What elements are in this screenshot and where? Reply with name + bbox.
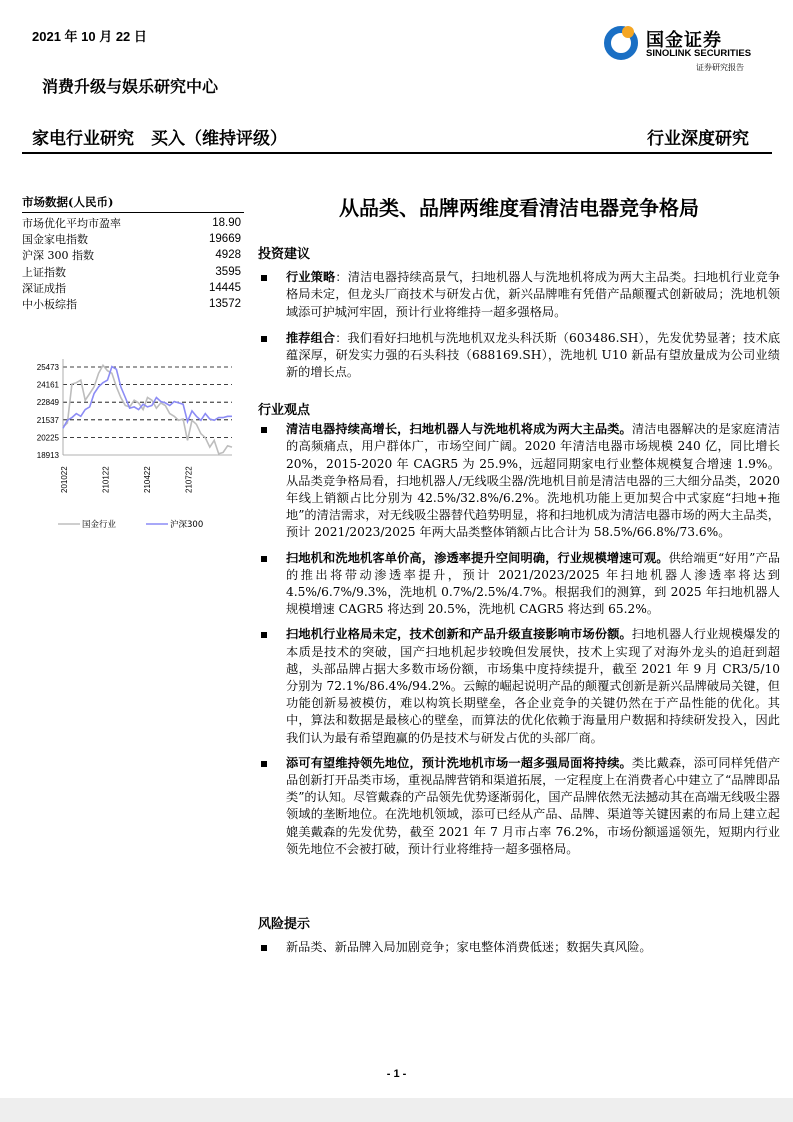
research-center: 消费升级与娱乐研究中心 — [42, 77, 219, 96]
view-heading: 行业观点 — [258, 403, 311, 418]
legend-label: 沪深300 — [170, 520, 204, 530]
bullet-lead: 扫地机和洗地机客单价高，渗透率提升空间明确，行业规模增速可观。 — [286, 550, 669, 565]
page-number: - 1 - — [386, 1068, 407, 1080]
risk-section — [258, 916, 780, 956]
bullet-text: 扫地机器人行业规模爆发的本质是技术的突破，国产扫地机起步较晚但发展快，技术上实现了对海外龙头的追赶到超越，头部品牌占据大多数市场份额，市场集中度持续提升，截至 2021 年 9 月 CR3/5/10 分别为 72.1%/86.4%/94.2%。云鲸的崛起说明产品的颠覆式创新是新兴品牌破局关键，但功能创新易被模仿，难以构筑长期壁垒，各企业竞争的关键仍然在于产品性能的优化。其中，算法和数据是最核心的壁垒，而算法的优化依赖于海量用户数据和持续研发投入，因此我们认为最有希望跑赢的仍是技术与研发占优的头部厂商。 — [286, 627, 781, 745]
bullet-text: 供给端更“好用”产品的推出将带动渗透率提升，预计 2021/2023/2025 年扫地机器人渗透率将达到 4.5%/6.7%/9.3%，洗地机 0.7%/2.5%/4.7%。根据我们的测算，到 2025 年扫地机器人规模增速 CAGR5 将达到 20.5%，洗地机 CAGR5 将达到 65.2%。 — [286, 550, 781, 617]
y-tick-label: 21537 — [36, 415, 59, 425]
bullet-item — [258, 421, 780, 541]
invest-heading: 投资建议 — [258, 247, 311, 262]
footer-bar — [0, 1098, 793, 1122]
section-rating: 家电行业研究 买入（维持评级） — [32, 129, 287, 149]
bullet-text: ：清洁电器持续高景气，扫地机器人与洗地机将成为两大主品类。扫地机行业竞争格局未定，但龙头厂商技术与研发占优，新兴品牌唯有凭借产品颠覆式创新破局；洗地机领域添可护城河牢固，预计行业将维持一超多强格局。 — [286, 270, 781, 319]
market-value: 14445 — [209, 281, 241, 294]
y-tick-label: 18913 — [36, 451, 59, 460]
logo-cn: 国金证券 — [646, 30, 722, 51]
bullet-text: 新品类、新品牌入局加剧竞争；家电整体消费低迷；数据失真风险。 — [286, 940, 652, 955]
bullet-text: ：我们看好扫地机与洗地机双龙头科沃斯（603486.SH），先发优势显著；技术底蕴深厚，研发实力强的石头科技（688169.SH），洗地机 U10 新品有望放量成为公司业绩新的增长点。 — [286, 330, 781, 380]
market-label: 沪深 300 指数 — [22, 249, 94, 263]
market-label: 市场优化平均市盈率 — [22, 217, 121, 231]
market-value: 19669 — [209, 233, 241, 246]
market-label: 国金家电指数 — [22, 233, 88, 247]
bullet-lead: 行业策略 — [286, 270, 336, 285]
bullet-lead: 扫地机行业格局未定，技术创新和产品升级直接影响市场份额。 — [286, 627, 632, 642]
x-tick-label: 210122 — [101, 466, 111, 493]
bullet-lead: 清洁电器持续高增长，扫地机器人与洗地机将成为两大主品类。 — [286, 422, 632, 437]
series-line-0 — [63, 365, 232, 454]
index-chart — [14, 350, 254, 540]
y-tick-label: 22849 — [36, 398, 59, 408]
risk-heading: 风险提示 — [258, 917, 311, 932]
logo-dot-icon — [622, 26, 634, 38]
report-title: 从品类、品牌两维度看清洁电器竞争格局 — [339, 196, 699, 220]
company-logo — [604, 24, 764, 72]
header-divider — [22, 152, 772, 154]
x-tick-label: 201022 — [60, 466, 69, 493]
market-row — [22, 264, 244, 280]
y-tick-label: 20225 — [36, 433, 59, 443]
logo-en: SINOLINK SECURITIES — [646, 48, 752, 59]
market-row — [22, 280, 244, 296]
market-row — [22, 215, 244, 231]
x-tick-label: 210422 — [143, 466, 152, 493]
bullet-item — [258, 755, 780, 858]
bullet-text: 清洁电器解决的是家庭清洁的高频痛点，用户群体广，市场空间广阔。2020 年清洁电器市场规模 240 亿，同比增长 20%，2015-2020 年 CAGR5 为 25.9%，远超同期家电行业整体规模复合增速 1.9%。从品类竞争格局看，扫地机器人/无线吸尘器/洗地机目前是清洁电器的三大细分品类，2020 年线上销额占比分别为 42.5%/32.8%/6.2%。洗地机功能上更加契合中式家庭“扫地+拖地”的清洁需求，对无线吸尘器替代趋势明显，将和扫地机成为清洁电器市场的两大主品类，预计 2021/2023/2025 年两大品类整体销额占比合计为 58.5%/66.8%/73.6%。 — [286, 422, 781, 540]
logo-sub: 证券研究报告 — [696, 63, 744, 72]
view-section — [258, 402, 780, 866]
invest-section — [258, 246, 780, 390]
market-label: 上证指数 — [22, 265, 66, 279]
market-value: 13572 — [209, 298, 241, 311]
market-value: 18.90 — [212, 217, 241, 230]
bullet-lead: 添可有望维持领先地位，预计洗地机市场一超多强局面将持续。 — [286, 755, 632, 770]
market-value: 3595 — [215, 265, 241, 278]
market-label: 中小板综指 — [22, 298, 77, 312]
y-tick-label: 24161 — [36, 380, 59, 390]
bullet-item — [258, 330, 780, 382]
market-label: 深证成指 — [22, 281, 66, 295]
x-tick-label: 210722 — [184, 466, 194, 493]
legend-label: 国金行业 — [82, 520, 117, 530]
market-row — [22, 296, 244, 312]
market-data-table — [22, 194, 244, 312]
market-row — [22, 247, 244, 263]
bullet-item — [258, 269, 780, 321]
report-type: 行业深度研究 — [647, 129, 749, 149]
market-value: 4928 — [215, 249, 241, 262]
y-tick-label: 25473 — [36, 363, 59, 372]
market-row — [22, 231, 244, 247]
bullet-item — [258, 550, 780, 619]
bullet-item — [258, 939, 780, 956]
market-data-title: 市场数据(人民币) — [22, 194, 244, 213]
bullet-lead: 推荐组合 — [286, 330, 336, 345]
bullet-text: 类比戴森，添可同样凭借产品创新打开品类市场，重视品牌营销和渠道拓展，一定程度上在消费者心中建立了“品牌即品类”的认知。尽管戴森的产品领先优势逐渐弱化，国产品牌依然无法撼动其在高端无线吸尘器领域的垄断地位。在洗地机领域，添可已经从产品、品牌、渠道等关键因素的布局上建立起媲美戴森的先发优势，截至 2021 年 7 月市占率 76.2%，市场份额遥遥领先，短期内行业领先地位不会被打破，预计行业将维持一超多强格局。 — [286, 755, 781, 856]
report-date: 2021 年 10 月 22 日 — [32, 29, 147, 44]
bullet-item — [258, 626, 780, 746]
